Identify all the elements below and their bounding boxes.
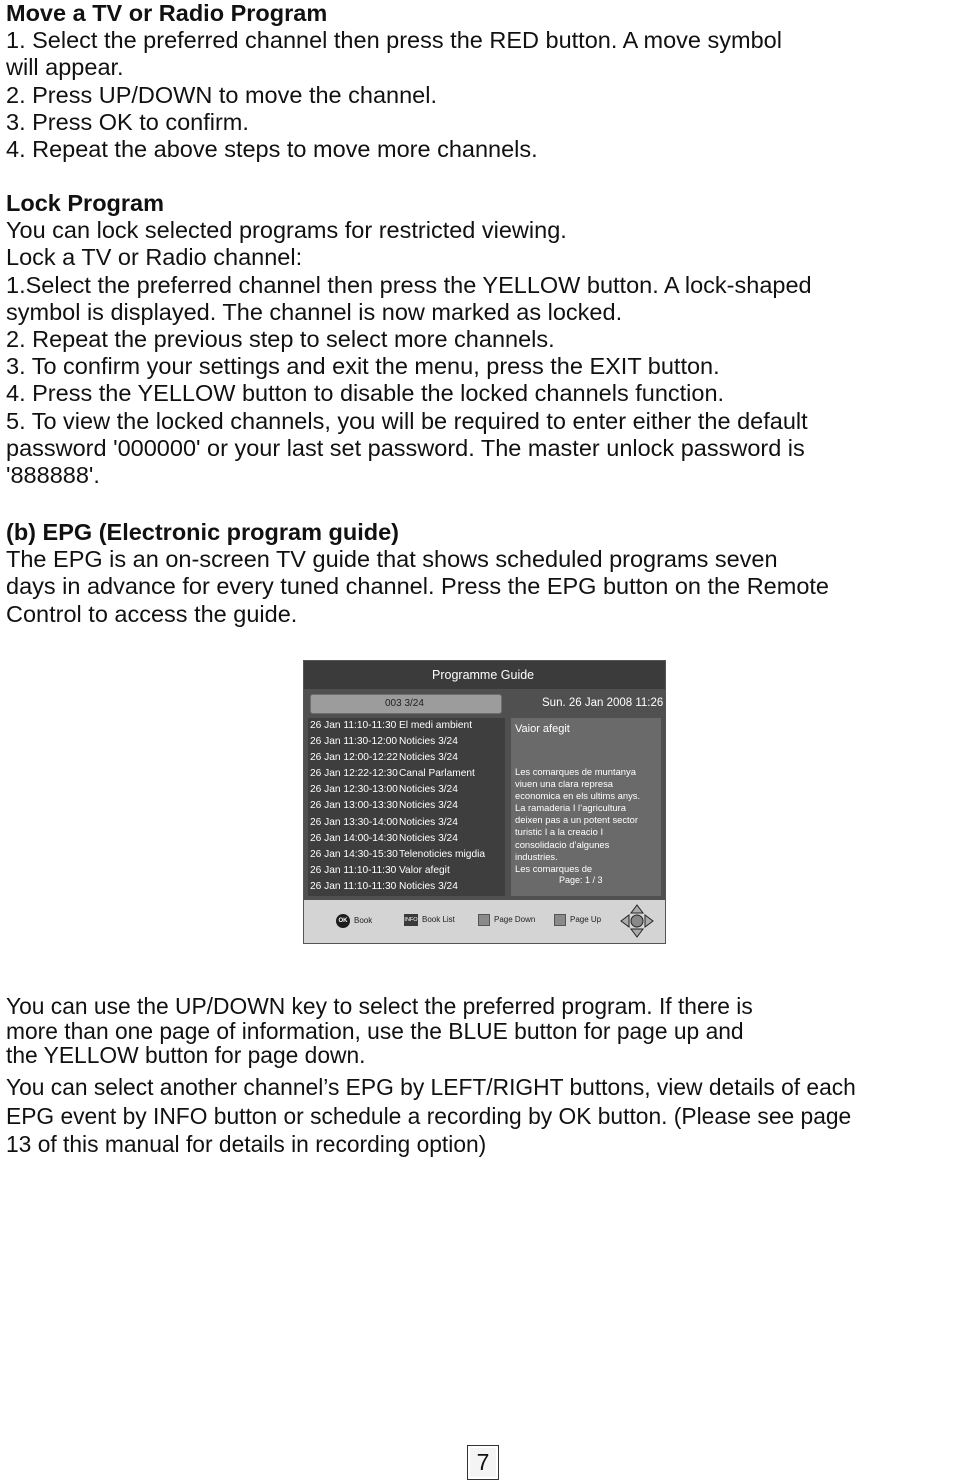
program-time: 26 Jan 12:00-12:22	[310, 752, 398, 764]
lock-line: Lock a TV or Radio channel:	[6, 244, 303, 271]
move-line: 4. Repeat the above steps to move more channels.	[6, 136, 538, 163]
program-time: 26 Jan 11:10-11:30	[310, 864, 397, 876]
detail-line: economica en els ultims anys.	[515, 790, 641, 802]
page-up-label: Page Up	[570, 915, 602, 924]
program-time: 26 Jan 11:30-12:00	[310, 736, 398, 748]
lock-line: You can lock selected programs for restricted viewing.	[6, 217, 567, 244]
program-name: Valor afegit	[399, 864, 450, 876]
epg-body	[304, 689, 665, 900]
program-name: Noticies 3/24	[399, 736, 458, 748]
detail-line: viuen una clara represa	[515, 778, 613, 790]
program-time: 26 Jan 14:00-14:30	[310, 832, 398, 844]
epg-title: Programme Guide	[304, 661, 665, 689]
usage-line: 13 of this manual for details in recording option)	[6, 1131, 487, 1157]
program-name: Noticies 3/24	[399, 880, 458, 892]
epg-program-row[interactable]	[308, 734, 505, 750]
usage-notes-a	[6, 994, 958, 1068]
epg-line: Control to access the guide.	[6, 600, 298, 627]
epg-program-row[interactable]	[308, 879, 505, 895]
epg-line: The EPG is an on-screen TV guide that shows scheduled programs seven	[6, 546, 778, 573]
lock-line: 4. Press the YELLOW button to disable the locked channels function.	[6, 380, 725, 407]
epg-program-row[interactable]	[308, 766, 505, 782]
book-hint[interactable]	[336, 914, 372, 928]
move-line: 3. Press OK to confirm.	[6, 108, 249, 135]
epg-program-row[interactable]	[308, 847, 505, 863]
program-name: El medi ambient	[399, 720, 473, 731]
lock-line: '888888'.	[6, 462, 100, 489]
book-label: Book	[354, 916, 373, 925]
program-time: 26 Jan 14:30-15:30	[310, 848, 398, 860]
book-list-hint[interactable]	[404, 914, 455, 926]
program-name: Canal Parlament	[399, 768, 475, 780]
program-name: Noticies 3/24	[399, 752, 458, 764]
program-time: 26 Jan 11:10-11:30	[310, 720, 397, 731]
epg-line: days in advance for every tuned channel. Press the EPG button on the Remote	[6, 573, 829, 600]
epg-program-list	[308, 718, 505, 896]
program-time: 26 Jan 12:22-12:30	[310, 768, 398, 780]
program-name: Noticies 3/24	[399, 816, 458, 828]
info-button-icon: INFO	[404, 914, 418, 926]
usage-line: the YELLOW button for page down.	[6, 1042, 366, 1068]
detail-line: turistic I a la creacio I	[515, 826, 604, 838]
program-time: 26 Jan 12:30-13:00	[310, 784, 398, 796]
detail-line: Les comarques de	[515, 862, 593, 874]
epg-section	[6, 519, 958, 628]
detail-line: La ramaderia I l’agricultura	[515, 802, 626, 814]
move-line: 2. Press UP/DOWN to move the channel.	[6, 81, 437, 108]
lock-program-section	[6, 190, 958, 489]
detail-line: industries.	[515, 850, 558, 862]
blue-button-icon	[554, 914, 566, 926]
epg-date-time: Sun. 26 Jan 2008 11:26	[542, 697, 664, 709]
epg-program-row[interactable]	[308, 782, 505, 798]
detail-line: consolidacio d’algunes	[515, 838, 610, 850]
program-name: Noticies 3/24	[399, 784, 458, 796]
move-line: will appear.	[6, 54, 124, 81]
page-number: 7	[467, 1445, 499, 1480]
page-up-hint[interactable]	[554, 914, 601, 926]
epg-detail-description	[515, 766, 659, 875]
usage-line: You can select another channel’s EPG by LEFT/RIGHT buttons, view details of each	[6, 1074, 856, 1100]
lock-line: 2. Repeat the previous step to select more channels.	[6, 326, 555, 353]
epg-program-row[interactable]	[308, 815, 505, 831]
move-program-section	[6, 0, 958, 163]
detail-line: deixen pas a un potent sector	[515, 814, 639, 826]
usage-line: You can use the UP/DOWN key to select the preferred program. If there is	[6, 993, 753, 1019]
lock-line: 1.Select the preferred channel then press the YELLOW button. A lock-shaped	[6, 271, 812, 298]
epg-heading: (b) EPG (Electronic program guide)	[6, 519, 400, 545]
epg-program-row[interactable]	[308, 718, 505, 734]
ok-button-icon: OK	[336, 914, 350, 928]
epg-detail-title: Vaior afegit	[515, 723, 570, 735]
epg-program-row[interactable]	[308, 831, 505, 847]
usage-line: more than one page of information, use the BLUE button for page up and	[6, 1017, 744, 1044]
lock-program-heading: Lock Program	[6, 190, 165, 216]
program-time: 26 Jan 13:30-14:00	[310, 816, 398, 828]
lock-line: symbol is displayed. The channel is now marked as locked.	[6, 298, 623, 325]
page-down-hint[interactable]	[478, 914, 535, 926]
book-list-label: Book List	[422, 915, 455, 924]
program-name: Noticies 3/24	[399, 832, 458, 844]
epg-channel-selector[interactable]: 003 3/24	[310, 694, 502, 714]
move-line: 1. Select the preferred channel then press the RED button. A move symbol	[6, 27, 782, 54]
epg-detail-panel	[511, 718, 661, 896]
usage-notes-b	[6, 1073, 958, 1159]
lock-line: 3. To confirm your settings and exit the menu, press the EXIT button.	[6, 353, 720, 380]
move-program-heading: Move a TV or Radio Program	[6, 0, 328, 26]
epg-program-row[interactable]	[308, 863, 505, 879]
detail-line: Les comarques de muntanya	[515, 766, 636, 777]
usage-line: EPG event by INFO button or schedule a recording by OK button. (Please see page	[6, 1102, 852, 1129]
program-name: Telenoticies migdia	[399, 848, 486, 860]
epg-footer	[304, 900, 665, 943]
navigation-pad-icon[interactable]	[620, 904, 654, 938]
epg-program-row[interactable]	[308, 798, 505, 814]
program-time: 26 Jan 13:00-13:30	[310, 800, 398, 812]
program-time: 26 Jan 11:10-11:30	[310, 880, 397, 892]
epg-program-row[interactable]	[308, 750, 505, 766]
lock-line: 5. To view the locked channels, you will be required to enter either the default	[6, 407, 808, 434]
yellow-button-icon	[478, 914, 490, 926]
page-down-label: Page Down	[494, 915, 536, 924]
epg-page-indicator: Page: 1 / 3	[559, 875, 603, 885]
epg-screenshot	[303, 660, 666, 944]
program-name: Noticies 3/24	[399, 800, 458, 812]
lock-line: password '000000' or your last set password. The master unlock password is	[6, 434, 805, 461]
